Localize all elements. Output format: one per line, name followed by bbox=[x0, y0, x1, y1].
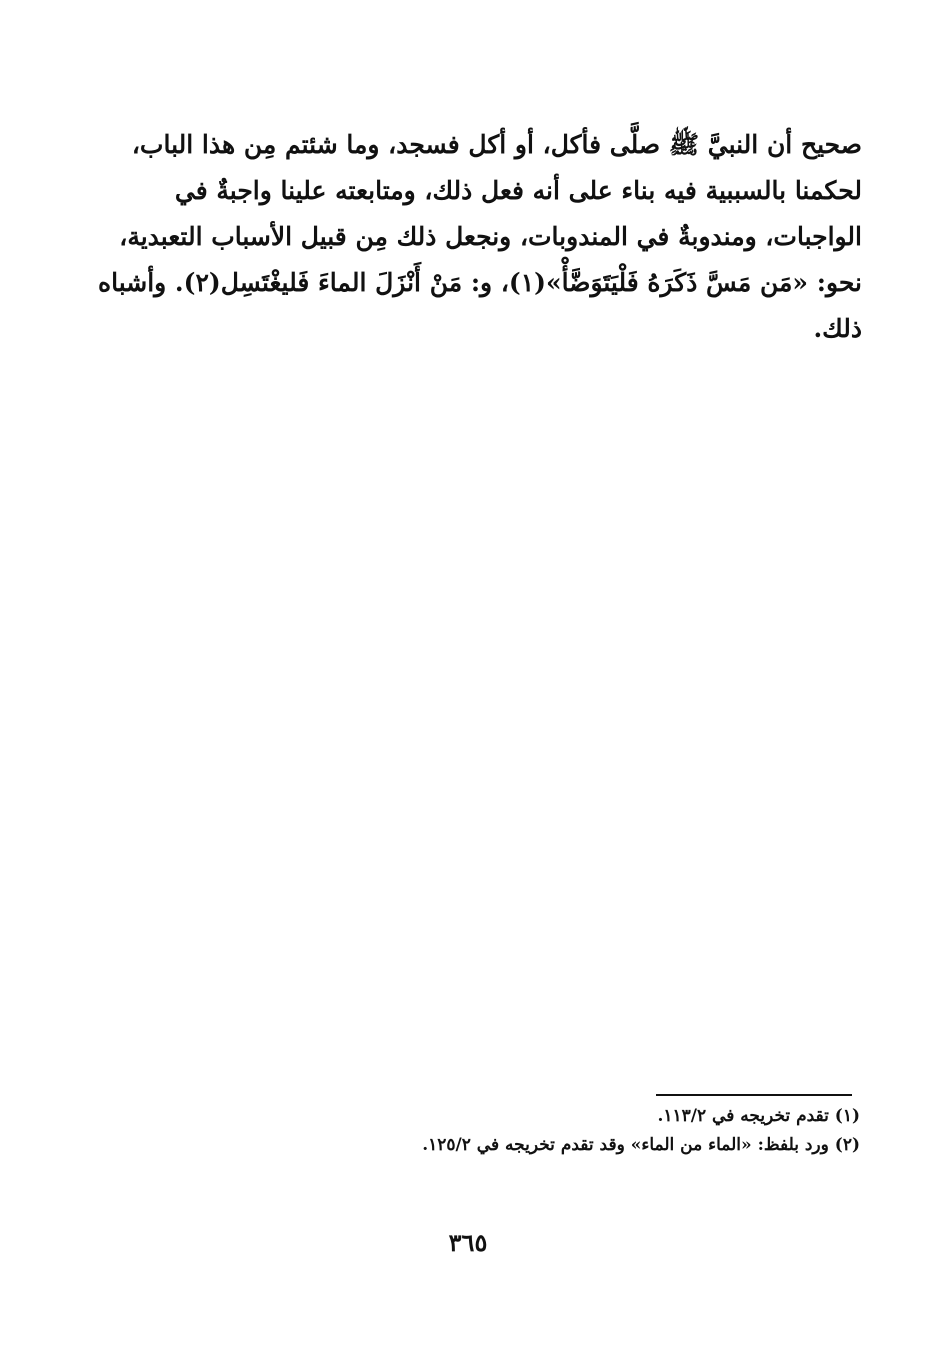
paragraph-line-1: صحيح أن النبيَّ ﷺ صلَّى فأكل، أو أكل فسجد، وما شئتم مِن هذا الباب، bbox=[131, 130, 862, 159]
paragraph-line-4: نحو: «مَن مَسَّ ذَكَرَهُ فَلْيَتَوَضَّأْ»(١)، و: مَنْ أَنْزَلَ الماءَ فَليغْتَسِل(٢). وأشباه bbox=[97, 268, 862, 297]
footnotes bbox=[300, 1102, 860, 1160]
main-paragraph bbox=[97, 122, 862, 352]
paragraph-line-2: لحكمنا بالسببية فيه بناء على أنه فعل ذلك، ومتابعته علينا واجبةٌ في bbox=[174, 176, 862, 205]
page-number: ٣٦٥ bbox=[448, 1228, 488, 1257]
footnote-1: (١) تقدم تخريجه في ١١٣/٢. bbox=[657, 1106, 860, 1126]
paragraph-line-5: ذلك. bbox=[813, 314, 862, 343]
footnote-2: (٢) ورد بلفظ: «الماء من الماء» وقد تقدم تخريجه في ١٢٥/٢. bbox=[422, 1135, 860, 1155]
paragraph-line-3: الواجبات، ومندوبةٌ في المندوبات، ونجعل ذلك مِن قبيل الأسباب التعبدية، bbox=[119, 222, 862, 251]
footnote-divider bbox=[656, 1094, 852, 1096]
